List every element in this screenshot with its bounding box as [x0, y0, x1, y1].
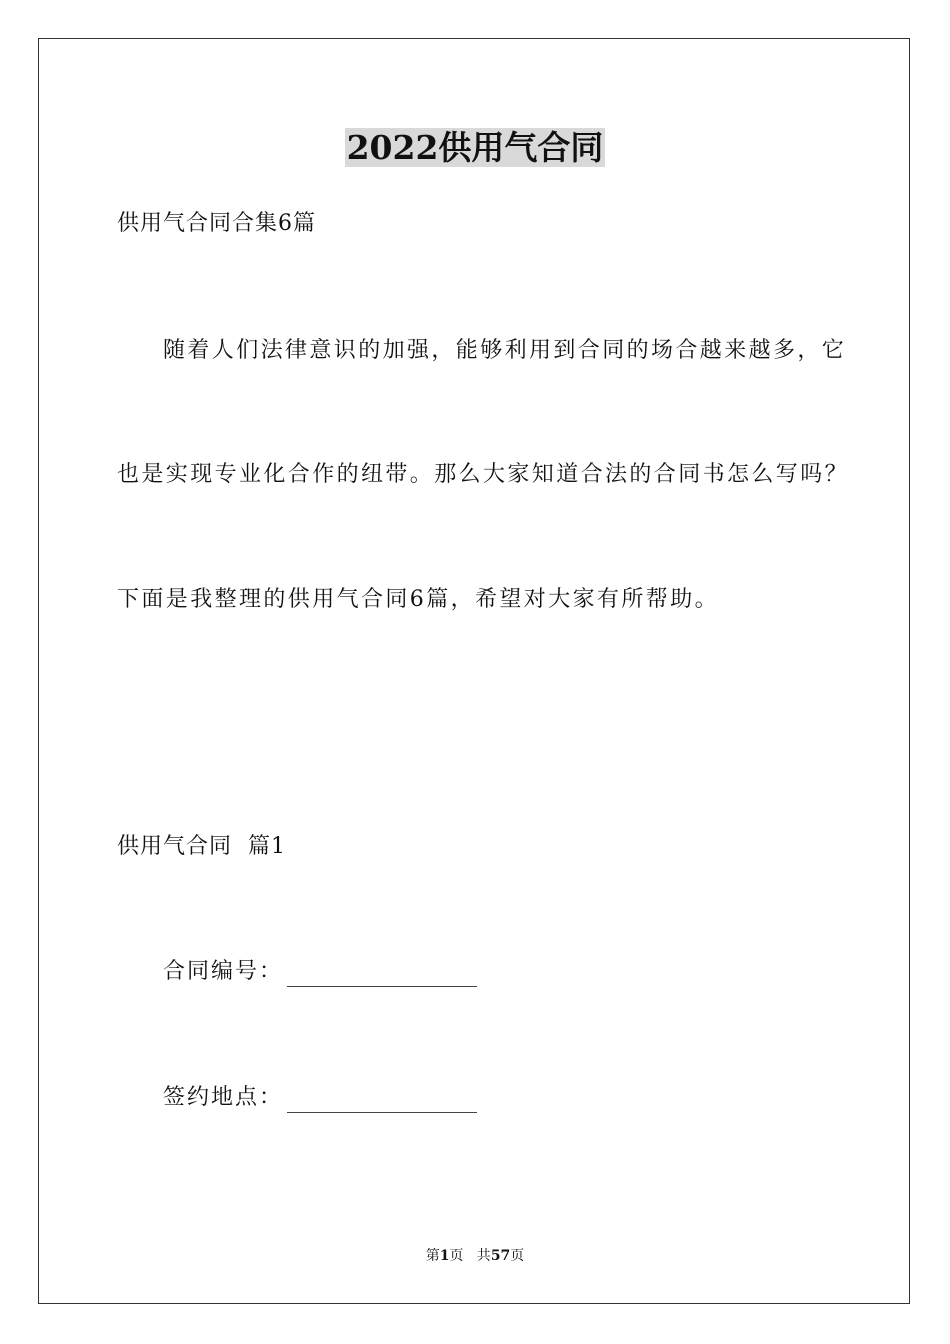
- signing-place-blank-line: [287, 1088, 477, 1113]
- intro-paragraph-line-1: 随着人们法律意识的加强，能够利用到合同的场合越来越多，它: [163, 338, 847, 363]
- intro-paragraph-line-3: 下面是我整理的供用气合同6篇，希望对大家有所帮助。: [117, 587, 719, 612]
- signing-place-label: 签约地点：: [163, 1085, 284, 1110]
- footer-page-suffix: 页 共: [449, 1248, 491, 1264]
- contract-number-blank-line: [287, 962, 477, 987]
- footer-page-prefix: 第: [425, 1248, 440, 1264]
- contract-number-label: 合同编号：: [163, 959, 284, 984]
- page-footer: [0, 1247, 950, 1265]
- document-title-text: 2022供用气合同: [346, 128, 604, 167]
- document-subtitle: 供用气合同合集6篇: [117, 211, 316, 236]
- footer-page-number: 1: [439, 1248, 450, 1264]
- document-title: [0, 126, 950, 170]
- intro-paragraph-line-2: 也是实现专业化合作的纽带。那么大家知道合法的合同书怎么写吗？: [117, 462, 850, 487]
- footer-total-suffix: 页: [510, 1248, 525, 1264]
- signing-place-field: [163, 1083, 477, 1113]
- section-heading: 供用气合同 篇1: [117, 834, 286, 859]
- contract-number-field: [163, 957, 477, 987]
- footer-total-pages: 57: [490, 1248, 511, 1264]
